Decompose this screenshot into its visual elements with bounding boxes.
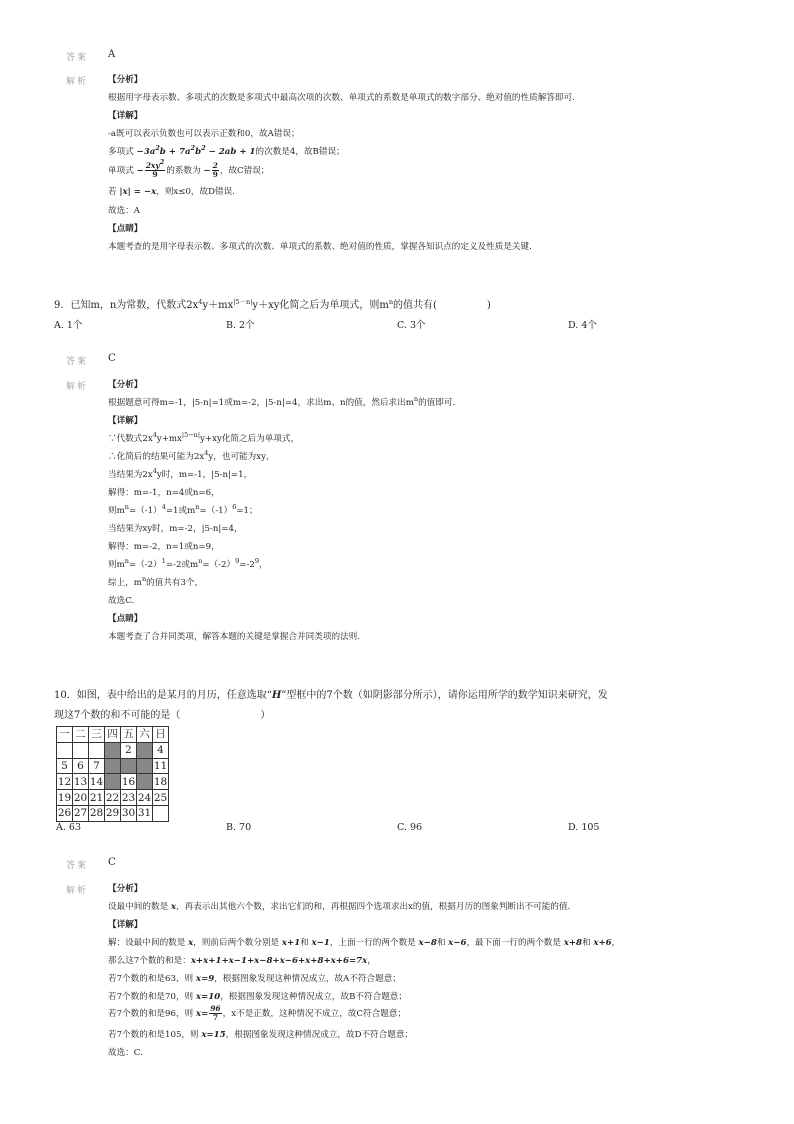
answer-tag: 答案 [66,357,89,367]
calendar-row [57,790,169,806]
solution-line: 当结果为xy时，m=-2，|5-n|=4， [108,524,243,534]
option-c: C. 96 [397,822,423,833]
calendar-cell: 2 [121,742,137,758]
calendar-cell: 26 [57,807,72,820]
calendar-cell [73,742,89,758]
calendar-cell: 13 [73,775,88,788]
solution-line: 解得：m=-1，n=4或n=6， [108,488,220,498]
section-heading: 【分析】 [108,380,143,390]
calendar-header-cell: 四 [105,727,121,743]
answer-value: A [108,49,116,60]
option-d: D. 4个 [568,320,597,331]
option-b: B. 70 [226,822,252,833]
analysis-tag: 解析 [66,382,89,392]
calendar-cell-shaded [105,758,121,774]
answer-tag: 答案 [66,861,89,871]
answer-value: C [108,857,116,868]
solution-line-math: 当结果为$2x^4y$时，m=-1，|5-n|=1， [108,467,253,480]
solution-line-math: 若7个数的和是70，则 x=10，根据图象发现这种情况成立，故B不符合题意； [108,992,407,1002]
section-heading: 【点睛】 [108,224,143,234]
solution-line-math: 若7个数的和是63，则 x=9，根据图象发现这种情况成立，故A不符合题意； [108,974,401,984]
calendar-header-cell: 三 [89,727,105,743]
solution-line-math: 则$m^n=(-2)^1=-2$或$m^n=(-2)^9=-2^9$， [108,557,268,570]
answer-tag: 答案 [66,53,89,63]
section-heading: 【详解】 [108,920,143,930]
calendar-cell: 20 [73,791,88,804]
calendar-cell [57,742,73,758]
question-stem-line2: 现这7个数的和不可能的是（ ） [54,710,271,721]
calendar-cell: 25 [153,791,168,804]
solution-line: 解得：m=-2，n=1或n=9， [108,542,220,552]
analysis-tag: 解析 [66,77,89,87]
solution-line: 本题考查了合并同类项，解答本题的关键是掌握合并同类项的法则. [108,632,360,642]
calendar-cell-shaded [121,758,137,774]
solution-line-math: 多项式 $-3a^2b + 7a^2b^2 - 2ab + 1$的次数是4，故B错误； [108,144,345,157]
option-b: B. 2个 [226,320,255,331]
section-heading: 【详解】 [108,416,143,426]
calendar-cell: 29 [105,807,120,820]
solution-line-math: 综上，$m^n$的值共有3个， [108,575,204,588]
solution-line: 根据用字母表示数、多项式的次数是多项式中最高次项的次数、单项式的系数是单项式的数字部分、绝对值的性质解答即可. [108,93,575,103]
answer-value: C [108,353,116,364]
section-heading: 【分析】 [108,884,143,894]
solution-line-math: 设最中间的数是 x，再表示出其他六个数，求出它们的和，再根据四个选项求出x的值，根据月历的图象判断出不可能的值. [108,902,571,912]
calendar-header-cell: 一 [57,727,73,743]
calendar-cell: 21 [89,791,104,804]
solution-line-math: ∵代数式$2x^4y+mx^{|5-n|}y+xy$化简之后为单项式， [108,431,300,444]
analysis-tag: 解析 [66,886,89,896]
solution-line: 故选C. [108,596,135,606]
section-heading: 【点睛】 [108,614,143,624]
solution-line-math: 根据题意可得m=-1，|5-n|=1或m=-2，|5-n|=4，求出m、n的值，然后求出$m^n$的值即可. [108,395,456,408]
option-c: C. 3个 [397,320,426,331]
calendar-cell: 5 [57,758,73,774]
calendar-header-row [57,727,169,743]
calendar-cell: 16 [121,775,136,788]
calendar-cell: 18 [153,775,168,788]
calendar-row [57,742,169,758]
calendar-header-cell: 日 [153,727,169,743]
calendar-cell: 11 [153,759,168,772]
calendar-cell: 30 [121,807,136,820]
solution-line-math: 若 |x| = −x，则x≤0，故D错误. [108,187,235,197]
solution-line: 本题考查的是用字母表示数、多项式的次数、单项式的系数、绝对值的性质，掌握各知识点的定义及性质是关键. [108,242,532,252]
calendar-header-cell: 五 [121,727,137,743]
section-heading: 【分析】 [108,75,143,85]
calendar-cell [89,742,105,758]
calendar-cell-shaded [137,774,153,790]
calendar-cell: 23 [121,791,136,804]
calendar-cell: 6 [73,758,89,774]
calendar-cell-shaded [105,774,121,790]
solution-line: 故选：C. [108,1048,143,1058]
question-stem-line1: 10．如图，表中给出的是某月的月历，任意选取“H”型框中的7个数（如阴影部分所示），请你运用所学的数学知识来研究，发 [54,690,608,701]
solution-line-math: 那么这7个数的和是：x+x+1+x−1+x−8+x−6+x+8+x+6=7x， [108,956,376,966]
option-a: A. 1个 [54,320,83,331]
option-d: D. 105 [568,822,600,833]
solution-line-math: 解：设最中间的数是 x，则前后两个数分别是 x+1和 x−1，上面一行的两个数是 x−8和 x−6，最下面一行的两个数是 x+8和 x+6， [108,938,621,948]
calendar-cell: 24 [137,791,152,804]
calendar-cell: 7 [89,758,105,774]
calendar-cell: 22 [105,791,120,804]
question-stem: 9．已知m，n为常数，代数式$2x^4y+mx^{|5-n|}y+xy$化简之后为单项式，则$m^n$的值共有( ) [54,298,491,311]
calendar-header-cell: 六 [137,727,153,743]
solution-line-math: 若7个数的和是96，则 x= $\frac{96}{7}$ ，x不是正数，这种情况不成立，故C符合题意； [108,1004,406,1022]
solution-line: 故选：A [108,206,140,216]
calendar-cell: 31 [137,807,152,820]
solution-line-math: 若7个数的和是105，则 x=15，根据图象发现这种情况成立，故D不符合题意； [108,1030,414,1040]
solution-line-math: 则$m^n=(-1)^4=1$或$m^n=(-1)^6=1$； [108,503,258,516]
solution-line-math: ∴化简后的结果可能为$2x^4y$，也可能为xy， [108,449,275,462]
calendar-cell-shaded [105,742,121,758]
section-heading: 【详解】 [108,111,143,121]
calendar-cell: 12 [57,775,72,788]
calendar-header-cell: 二 [73,727,89,743]
calendar-row [57,774,169,790]
solution-line-math: 单项式 − $\frac{2xy^2}{9}$ 的系数为 − $\frac{2}{9}$ ，故C错误； [108,158,270,179]
calendar-cell: 19 [57,791,72,804]
calendar-cell-shaded [137,742,153,758]
calendar-cell: 14 [89,775,104,788]
calendar-cell-shaded [137,758,153,774]
calendar-table [56,726,169,822]
calendar-cell: 28 [89,807,104,820]
calendar-row [57,758,169,774]
calendar-cell: 27 [73,807,88,820]
calendar-cell [153,805,169,821]
option-a: A. 63 [56,822,81,833]
solution-line: -a既可以表示负数也可以表示正数和0，故A错误； [108,129,300,139]
calendar-row [57,805,169,821]
calendar-cell: 4 [153,742,169,758]
